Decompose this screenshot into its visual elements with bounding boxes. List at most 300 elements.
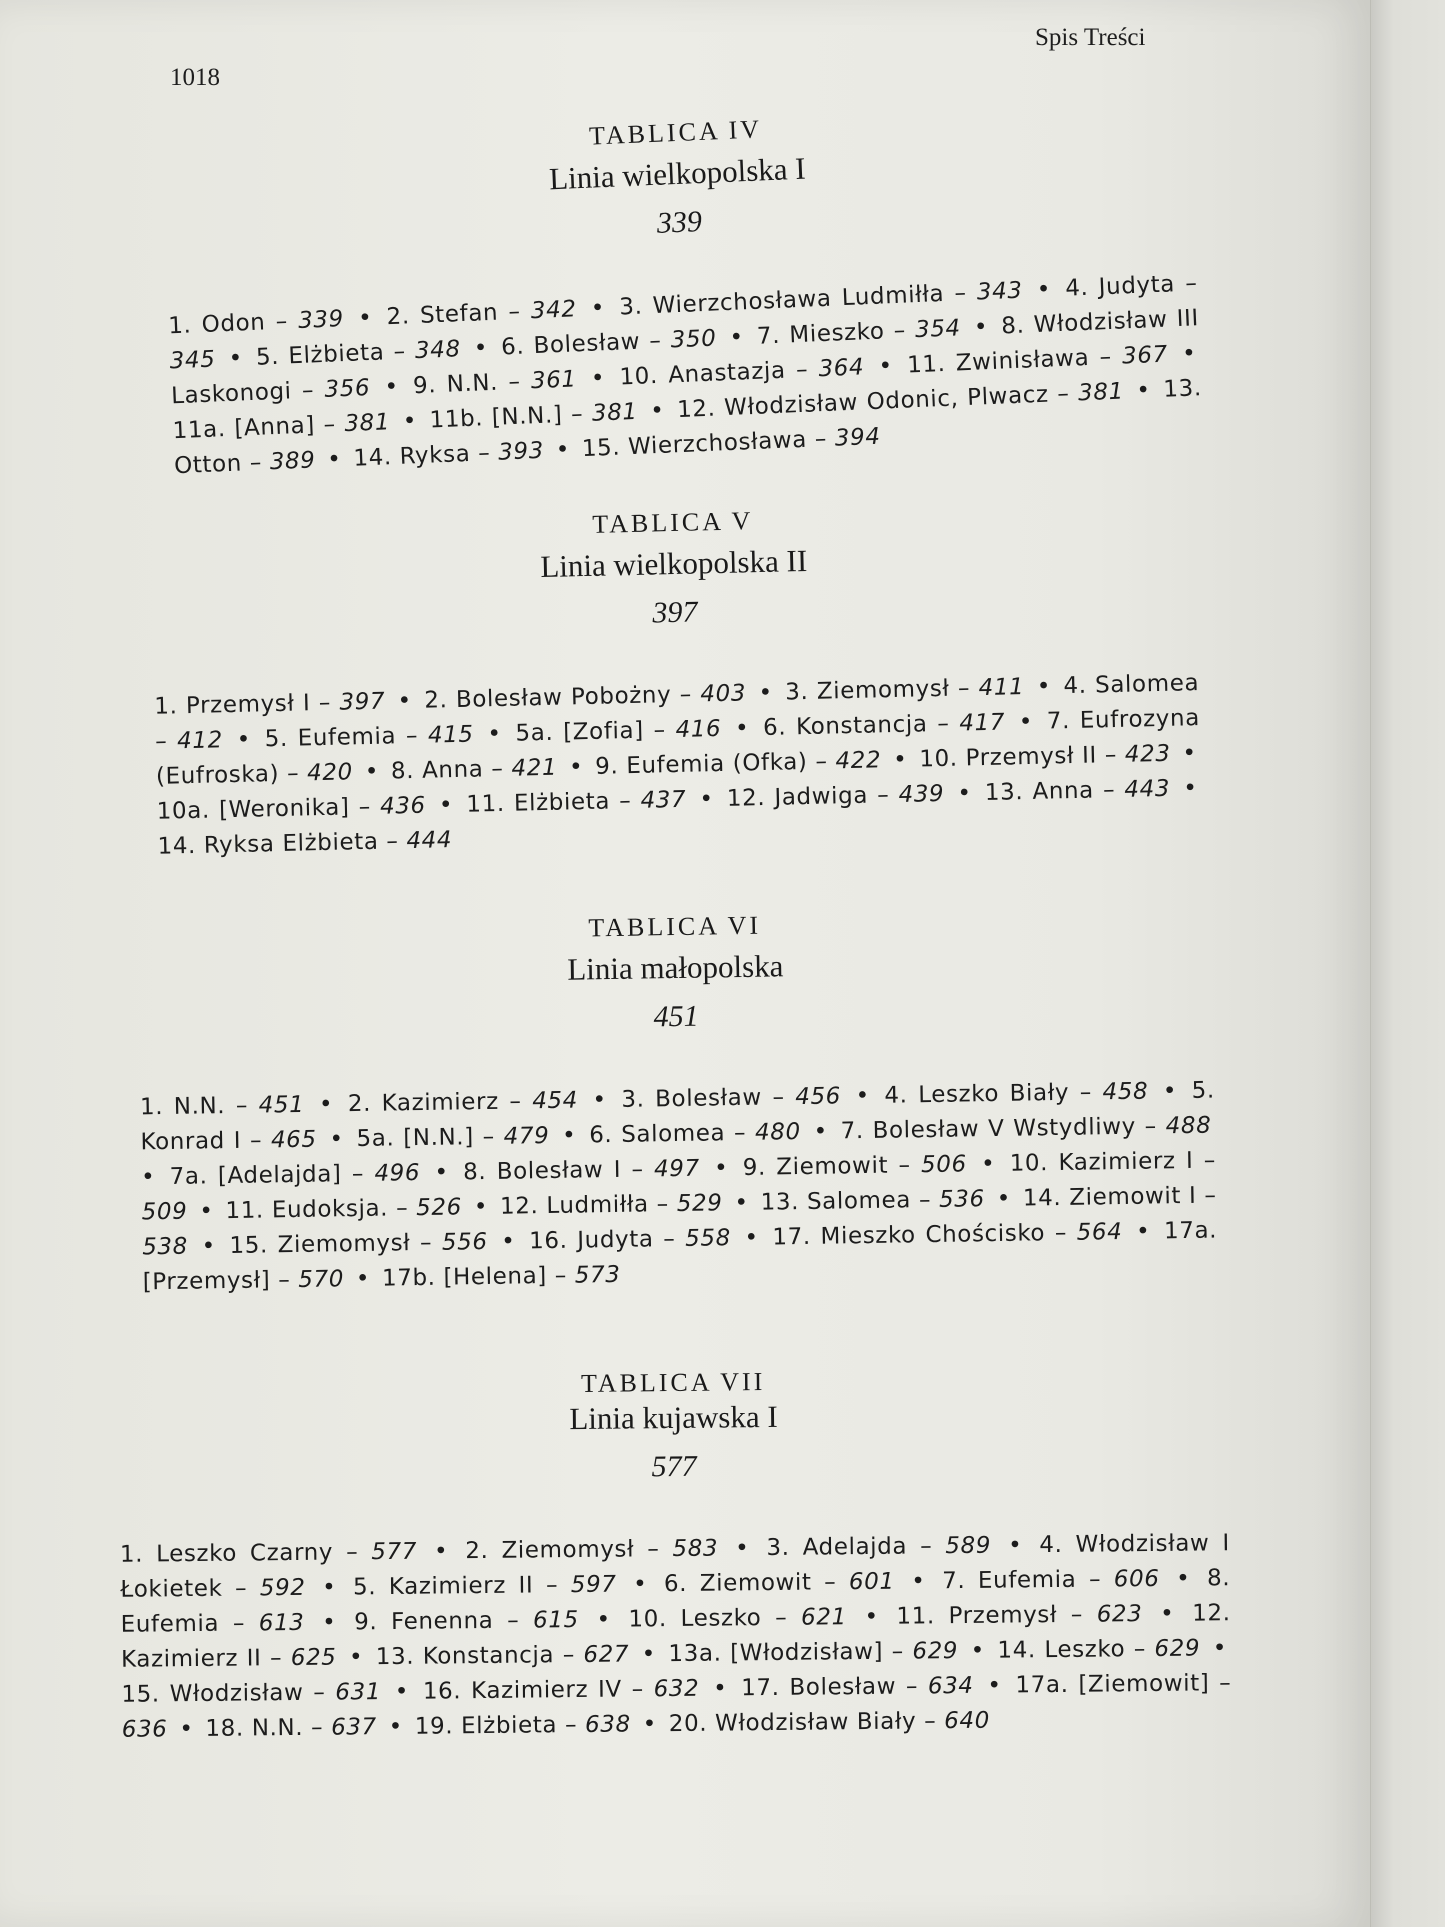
entry-page-number: 637: [330, 1714, 377, 1741]
entry-page-number: 416: [675, 715, 722, 743]
bullet-separator: •: [749, 679, 782, 707]
toc-entry: 6. Bolesław – 350: [500, 325, 717, 361]
entry-label: 6. Salomea: [589, 1120, 726, 1149]
bullet-separator: •: [309, 1574, 350, 1601]
bullet-separator: •: [582, 1606, 625, 1633]
toc-entry: 10. Kazimierz I – 509: [141, 1147, 1217, 1226]
bullet-separator: •: [689, 785, 724, 813]
entry-label: 8. Włodzisław III Laskonogi: [170, 305, 1200, 410]
section-start-page: 577: [651, 1449, 697, 1484]
entry-label: 17b. [Helena]: [381, 1263, 548, 1292]
entry-page-number: 364: [817, 354, 865, 383]
toc-entry: 17b. [Helena] – 573: [381, 1261, 621, 1292]
bullet-separator: •: [850, 1603, 893, 1631]
entry-page-number: 354: [914, 315, 962, 344]
entry-label: 2. Ziemomysł: [465, 1536, 635, 1565]
entry-label: 11a. [Anna]: [172, 412, 316, 445]
entry-page-number: 538: [141, 1233, 189, 1261]
bullet-separator: •: [191, 1233, 226, 1260]
entry-page-number: 589: [945, 1532, 992, 1560]
bullet-separator: •: [393, 407, 427, 436]
entry-page-number: 342: [530, 296, 578, 325]
entry-page-number: 480: [754, 1119, 801, 1146]
bullet-separator: •: [703, 1155, 739, 1182]
toc-entry: 14. Leszko – 629: [997, 1635, 1201, 1664]
entry-page-number: 423: [1124, 740, 1171, 768]
entry-page-number: 640: [944, 1707, 991, 1735]
entry-label: 1. N.N.: [139, 1093, 226, 1121]
toc-entry: 5a. [N.N.] – 479: [356, 1122, 550, 1153]
entry-label: 18. N.N.: [205, 1714, 304, 1742]
entry-page-number: 509: [141, 1198, 188, 1226]
entry-page-number: 444: [406, 827, 453, 855]
entry-label: 9. Eufemia (Ofka): [594, 749, 808, 780]
toc-entry: 15. Wierzchosława – 394: [581, 423, 882, 463]
bullet-separator: •: [703, 1675, 738, 1702]
toc-entry: 9. N.N. – 361: [412, 366, 578, 400]
toc-entry: 3. Bolesław – 456: [621, 1083, 842, 1113]
bullet-separator: •: [1126, 1218, 1161, 1245]
toc-entry: 13. Konstancja – 627: [375, 1641, 630, 1671]
toc-entry: 2. Stefan – 342: [386, 296, 578, 331]
entry-page-number: 339: [297, 306, 345, 334]
section-title: Linia małopolska: [567, 948, 784, 987]
toc-entry: 10. Anastazja – 364: [618, 354, 865, 391]
section-tablica-iv: [160, 96, 1204, 484]
entry-page-number: 615: [532, 1607, 579, 1634]
entry-page-number: 592: [259, 1574, 306, 1602]
adjacent-page-edge: [1370, 0, 1445, 1927]
toc-entry: 11. Elżbieta – 437: [466, 786, 687, 818]
entry-page-number: 381: [591, 398, 639, 427]
entry-page-number: 627: [583, 1641, 630, 1668]
toc-entry: 9. Eufemia (Ofka) – 422: [594, 747, 882, 780]
toc-entry: 11. Eudoksja. – 526: [225, 1194, 463, 1225]
section-heading: TABLICA VI: [588, 910, 762, 943]
entry-label: 15. Wierzchosława: [581, 426, 808, 463]
entry-page-number: 570: [298, 1266, 345, 1293]
entry-label: 5. Elżbieta: [255, 339, 385, 371]
entry-label: 11. Eudoksja.: [225, 1195, 389, 1225]
bullet-separator: •: [977, 1672, 1012, 1699]
entry-label: 7. Mieszko: [756, 318, 886, 350]
bullet-separator: •: [347, 304, 384, 332]
entry-label: 11. Zwinisława: [906, 344, 1090, 379]
toc-entry: 12. Ludmiłła – 529: [499, 1190, 723, 1220]
bullet-separator: •: [1174, 740, 1197, 767]
toc-entry: 8. Anna – 421: [390, 754, 558, 785]
running-title: Spis Treści: [1035, 24, 1146, 51]
bullet-separator: •: [477, 720, 512, 748]
entry-page-number: 397: [339, 688, 386, 716]
entry-label: 11. Elżbieta: [466, 788, 611, 818]
toc-entry: 13. Otton – 389: [173, 375, 1203, 480]
entry-page-number: 343: [976, 277, 1024, 306]
bullet-separator: •: [634, 1711, 665, 1738]
bullet-separator: •: [947, 780, 982, 807]
bullet-separator: •: [553, 1122, 586, 1149]
bullet-separator: •: [1127, 376, 1160, 405]
bullet-separator: •: [580, 364, 617, 393]
entry-page-number: 631: [335, 1679, 382, 1706]
bullet-separator: •: [191, 1198, 222, 1225]
entry-page-number: 361: [530, 366, 578, 395]
toc-entry: 7a. [Adelajda] – 496: [169, 1160, 421, 1190]
bullet-separator: •: [547, 436, 579, 464]
entry-page-number: 443: [1124, 775, 1171, 803]
bullet-separator: •: [420, 1538, 462, 1565]
toc-entry: 3. Adelajda – 589: [766, 1532, 992, 1562]
entry-label: 5. Kazimierz II: [352, 1572, 534, 1601]
entry-page-number: 350: [670, 325, 717, 354]
bullet-separator: •: [1028, 673, 1060, 700]
entry-page-number: 436: [379, 792, 427, 820]
entry-page-number: 577: [371, 1538, 418, 1566]
bullet-separator: •: [318, 445, 350, 474]
entry-label: 6. Bolesław: [500, 328, 641, 361]
toc-entry: 13a. [Włodzisław] – 629: [668, 1638, 959, 1668]
entry-label: 13a. [Włodzisław]: [668, 1638, 884, 1668]
toc-entry: 1. Przemysł I – 397: [154, 688, 386, 720]
entry-page-number: 623: [1096, 1601, 1143, 1628]
toc-entry: 4. Włodzisław I Łokietek – 592: [120, 1530, 1230, 1603]
entry-page-number: 638: [584, 1711, 631, 1738]
entry-label: 14. Ryksa Elżbieta: [157, 828, 379, 860]
entry-label: 16. Judyta: [528, 1226, 654, 1255]
bullet-separator: •: [218, 344, 253, 373]
bullet-separator: •: [171, 1715, 202, 1743]
entry-page-number: 356: [323, 375, 371, 403]
entry-page-number: 488: [1165, 1112, 1212, 1140]
entry-label: 5. Konrad I: [140, 1077, 1216, 1156]
entry-label: 12. Jadwiga: [726, 782, 869, 812]
toc-entry: 2. Ziemomysł – 583: [465, 1535, 719, 1565]
toc-entry: 5. Eufemia – 415: [264, 721, 474, 753]
entry-label: 13. Salomea: [760, 1187, 912, 1216]
bullet-separator: •: [429, 791, 463, 819]
toc-entry: 4. Leszko Biały – 458: [884, 1078, 1149, 1109]
bullet-separator: •: [804, 1118, 837, 1145]
toc-entry: 5. Konrad I – 465: [140, 1077, 1216, 1156]
toc-entry: 7. Bolesław V Wstydliwy – 488: [840, 1112, 1212, 1145]
entry-label: 12. Kazimierz II: [120, 1600, 1231, 1673]
bullet-separator: •: [579, 294, 616, 323]
entry-page-number: 415: [427, 721, 474, 749]
toc-entry: 11. Zwinisława – 367: [906, 341, 1169, 379]
section-start-page: 339: [656, 204, 703, 240]
entry-page-number: 348: [414, 336, 462, 365]
section-heading: TABLICA V: [592, 506, 754, 539]
toc-entry: 17a. [Ziemowit] – 636: [121, 1670, 1232, 1743]
entry-label: 12. Włodzisław Odonic, Plwacz: [676, 381, 1050, 424]
entry-page-number: 456: [795, 1083, 842, 1111]
entry-page-number: 479: [503, 1122, 550, 1150]
entry-page-number: 345: [169, 346, 216, 375]
entry-page-number: 465: [270, 1126, 317, 1154]
bullet-separator: •: [373, 373, 410, 401]
bullet-separator: •: [620, 1571, 661, 1598]
entry-label: 16. Kazimierz IV: [422, 1676, 622, 1705]
toc-entry: 3. Ziemomysł – 411: [784, 674, 1025, 706]
section-title: Linia wielkopolska II: [539, 542, 808, 585]
entry-page-number: 526: [415, 1194, 463, 1222]
entry-page-number: 529: [676, 1190, 723, 1217]
section-entries: [120, 1526, 1232, 1748]
bullet-separator: •: [641, 397, 674, 425]
entry-label: 10a. [Weronika]: [156, 794, 350, 825]
toc-entry: 14. Ryksa – 393: [352, 437, 545, 472]
toc-entry: 5a. [Zofia] – 416: [515, 715, 722, 747]
toc-entry: 2. Bolesław Pobożny – 403: [424, 680, 747, 714]
toc-entry: 13. Anna – 443: [984, 775, 1171, 806]
entry-page-number: 458: [1102, 1078, 1149, 1106]
entry-label: 10. Leszko: [628, 1605, 762, 1633]
entry-label: 1. Przemysł I: [154, 690, 311, 720]
bullet-separator: •: [1171, 340, 1197, 368]
entry-page-number: 381: [343, 409, 391, 438]
entry-label: 15. Włodzisław: [121, 1679, 304, 1708]
bullet-separator: •: [994, 1532, 1036, 1559]
bullet-separator: •: [465, 1193, 497, 1221]
bullet-separator: •: [1163, 1565, 1204, 1592]
entry-label: 7. Eufrozyna (Eufroska): [155, 705, 1201, 790]
entry-page-number: 454: [532, 1087, 579, 1115]
entry-page-number: 558: [684, 1225, 732, 1252]
toc-entry: 7. Eufrozyna (Eufroska) – 420: [155, 705, 1201, 790]
toc-entry: 8. Eufemia – 613: [120, 1565, 1231, 1638]
entry-label: 10. Przemysł II: [919, 742, 1098, 773]
entry-label: 3. Ziemomysł: [784, 675, 950, 706]
bullet-separator: •: [1152, 1077, 1188, 1105]
toc-entry: 3. Wierzchosława Ludmiłła – 343: [618, 277, 1024, 321]
toc-entry: 10. Leszko – 621: [628, 1604, 847, 1633]
toc-entry: 1. N.N. – 451: [139, 1091, 305, 1121]
bullet-separator: •: [226, 726, 262, 754]
entry-label: 8. Bolesław I: [462, 1156, 622, 1186]
entry-page-number: 573: [574, 1261, 621, 1289]
entry-label: 8. Anna: [390, 756, 484, 785]
entry-label: 3. Adelajda: [766, 1533, 908, 1562]
bullet-separator: •: [867, 352, 904, 381]
toc-entry: 20. Włodzisław Biały – 640: [668, 1707, 991, 1738]
bullet-separator: •: [388, 687, 421, 715]
toc-entry: 7. Eufemia – 606: [942, 1565, 1160, 1595]
entry-page-number: 394: [834, 423, 882, 452]
entry-page-number: 381: [1077, 378, 1125, 407]
toc-entry: 10. Przemysł II – 423: [919, 740, 1171, 773]
entry-page-number: 422: [835, 747, 882, 775]
bullet-separator: •: [347, 1265, 379, 1293]
section-entries: [168, 266, 1204, 484]
section-entries: [154, 666, 1203, 865]
bullet-separator: •: [1025, 275, 1062, 304]
entry-label: 3. Wierzchosława Ludmiłła: [618, 280, 945, 321]
entry-label: 8. Eufemia: [120, 1565, 1231, 1638]
entry-label: 11b. [N.N.]: [429, 401, 563, 434]
bullet-separator: •: [464, 334, 498, 363]
entry-page-number: 496: [374, 1160, 421, 1187]
entry-page-number: 393: [497, 437, 545, 466]
entry-page-number: 556: [441, 1228, 488, 1256]
entry-label: 13. Konstancja: [375, 1642, 555, 1671]
bullet-separator: •: [719, 323, 754, 352]
bullet-separator: •: [884, 746, 916, 774]
section-start-page: 397: [652, 595, 698, 630]
entry-label: 14. Ryksa: [352, 440, 471, 472]
entry-label: 10. Kazimierz I: [1009, 1147, 1194, 1177]
section-start-page: 451: [653, 999, 699, 1034]
toc-entry: 11b. [N.N.] – 381: [429, 398, 639, 434]
entry-label: 2. Kazimierz: [347, 1088, 499, 1118]
section-title: Linia wielkopolska I: [548, 150, 807, 197]
toc-entry: 16. Judyta – 558: [528, 1225, 732, 1255]
entry-label: 14. Leszko: [997, 1636, 1126, 1664]
entry-label: 5a. [Zofia]: [515, 717, 645, 747]
entry-page-number: 439: [898, 780, 945, 808]
toc-entry: 16. Kazimierz IV – 632: [422, 1675, 700, 1705]
toc-entry: 7. Mieszko – 354: [756, 315, 962, 350]
toc-entry: 6. Ziemowit – 601: [663, 1568, 895, 1598]
toc-entry: 15. Ziemomysł – 556: [229, 1228, 488, 1260]
entry-label: 6. Konstancja: [762, 711, 928, 741]
entry-page-number: 606: [1113, 1565, 1160, 1593]
entry-label: 12. Ludmiłła: [499, 1191, 649, 1220]
bullet-separator: •: [308, 1609, 351, 1636]
toc-entry: 6. Konstancja – 417: [762, 709, 1006, 741]
section-title: Linia kujawska I: [569, 1398, 778, 1437]
entry-label: 9. Ziemowit: [742, 1152, 889, 1181]
entry-page-number: 437: [640, 786, 687, 814]
entry-page-number: 601: [848, 1568, 895, 1596]
toc-entry: 9. Fenenna – 615: [354, 1607, 579, 1636]
entry-page-number: 597: [570, 1571, 617, 1599]
bullet-separator: •: [961, 1637, 994, 1664]
toc-entry: 14. Ryksa Elżbieta – 444: [157, 827, 453, 860]
entry-page-number: 412: [176, 727, 224, 755]
entry-label: 9. N.N.: [412, 369, 499, 400]
toc-entry: 17. Bolesław – 634: [741, 1672, 974, 1702]
toc-entry: 1. Odon – 339: [167, 306, 345, 340]
bullet-separator: •: [491, 1228, 526, 1255]
bullet-separator: •: [320, 1126, 353, 1153]
entry-label: 4. Leszko Biały: [884, 1079, 1070, 1109]
entry-page-number: 411: [978, 674, 1025, 702]
entry-label: 1. Odon: [167, 309, 266, 340]
bullet-separator: •: [988, 1185, 1020, 1213]
bullet-separator: •: [964, 313, 998, 342]
entry-page-number: 632: [653, 1675, 700, 1703]
entry-label: 4. Salomea: [1063, 670, 1200, 700]
entry-label: 13. Anna: [984, 777, 1095, 806]
entry-page-number: 583: [672, 1535, 719, 1563]
bullet-separator: •: [423, 1159, 460, 1186]
bullet-separator: •: [1204, 1635, 1228, 1662]
toc-entry: 17. Mieszko Chościsko – 564: [772, 1219, 1123, 1251]
bullet-separator: •: [724, 715, 760, 742]
entry-page-number: 536: [938, 1186, 985, 1213]
entry-label: 17. Bolesław: [741, 1673, 897, 1702]
entry-page-number: 403: [700, 680, 747, 708]
toc-entry: 8. Bolesław I – 497: [462, 1155, 700, 1186]
section-tablica-v: [150, 496, 1203, 865]
entry-label: 5. Eufemia: [264, 723, 397, 753]
toc-entry: 19. Elżbieta – 638: [414, 1711, 631, 1740]
section-heading: TABLICA VII: [580, 1367, 766, 1398]
toc-entry: 4. Judyta – 345: [169, 270, 1198, 375]
bullet-separator: •: [844, 1082, 881, 1110]
bullet-separator: •: [970, 1150, 1006, 1178]
entry-label: 4. Włodzisław I Łokietek: [120, 1530, 1230, 1603]
bullet-separator: •: [308, 1091, 345, 1118]
entry-label: 10. Anastazja: [618, 357, 787, 391]
entry-page-number: 629: [1154, 1635, 1201, 1662]
bullet-separator: •: [898, 1568, 939, 1595]
entry-page-number: 451: [258, 1091, 305, 1119]
entry-page-number: 506: [920, 1151, 967, 1179]
toc-entry: 4. Salomea – 412: [154, 670, 1200, 755]
bullet-separator: •: [1146, 1600, 1189, 1628]
toc-entry: 5. Elżbieta – 348: [255, 336, 462, 371]
bullet-separator: •: [384, 1678, 420, 1706]
entry-label: 1. Leszko Czarny: [119, 1539, 334, 1568]
entry-label: 17a. [Przemysł]: [142, 1217, 1218, 1296]
toc-entry: 13. Salomea – 536: [760, 1186, 985, 1216]
entry-page-number: 367: [1121, 341, 1169, 370]
bullet-separator: •: [1173, 775, 1198, 802]
bullet-separator: •: [1008, 708, 1044, 736]
entry-page-number: 420: [306, 759, 354, 787]
section-heading: TABLICA IV: [588, 114, 763, 151]
toc-entry: 12. Jadwiga – 439: [726, 780, 945, 812]
bullet-separator: •: [340, 1644, 372, 1671]
entry-label: 7a. [Adelajda]: [169, 1161, 342, 1190]
section-entries: [140, 1074, 1218, 1301]
toc-entry: 9. Ziemowit – 506: [742, 1151, 967, 1181]
bullet-separator: •: [356, 758, 388, 786]
bullet-separator: •: [734, 1224, 769, 1252]
toc-entry: 15. Włodzisław – 631: [121, 1679, 382, 1708]
entry-label: 7. Bolesław V Wstydliwy: [840, 1113, 1137, 1145]
entry-page-number: 497: [653, 1155, 700, 1183]
toc-entry: 2. Kazimierz – 454: [347, 1087, 579, 1118]
bullet-separator: •: [726, 1189, 757, 1217]
section-tablica-vi: [137, 904, 1218, 1301]
toc-entry: 8. Włodzisław III Laskonogi – 356: [170, 305, 1200, 410]
toc-entry: 12. Włodzisław Odonic, Plwacz – 381: [676, 378, 1125, 424]
entry-label: 7. Eufemia: [942, 1566, 1077, 1595]
entry-page-number: 636: [121, 1716, 168, 1743]
bullet-separator: •: [380, 1713, 411, 1741]
entry-label: 2. Stefan: [386, 299, 499, 331]
section-tablica-vii: [118, 1362, 1232, 1748]
entry-label: 14. Ziemowit I: [1022, 1182, 1197, 1212]
toc-entry: 12. Kazimierz II – 625: [120, 1600, 1231, 1673]
entry-label: 6. Ziemowit: [663, 1569, 812, 1598]
entry-page-number: 613: [258, 1609, 305, 1637]
entry-label: 17. Mieszko Chościsko: [772, 1220, 1046, 1251]
entry-page-number: 634: [927, 1672, 974, 1700]
toc-entry: 5. Kazimierz II – 597: [352, 1571, 617, 1601]
toc-entry: 1. Leszko Czarny – 577: [119, 1538, 418, 1568]
bullet-separator: •: [560, 753, 592, 781]
toc-entry: 10a. [Weronika] – 436: [156, 792, 427, 825]
toc-entry: 14. Ziemowit I – 538: [141, 1182, 1217, 1261]
entry-page-number: 629: [912, 1638, 959, 1665]
toc-entry: 6. Salomea – 480: [589, 1119, 801, 1149]
entry-label: 15. Ziemomysł: [229, 1230, 411, 1260]
page-number: 1018: [170, 64, 220, 91]
entry-page-number: 625: [290, 1644, 337, 1672]
